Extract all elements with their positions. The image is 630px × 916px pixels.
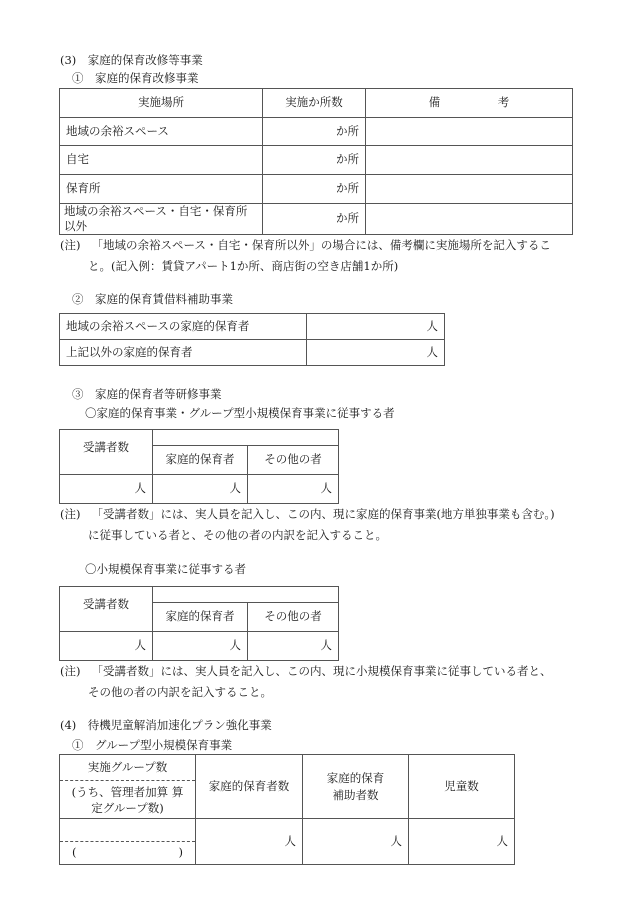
count-field[interactable]: か所: [263, 175, 366, 204]
table-row: [60, 175, 573, 204]
header-caregiver: 家庭的保育者: [153, 603, 248, 632]
remarks-field[interactable]: [366, 204, 573, 235]
group-childcare-table: [59, 754, 515, 865]
row-label: 上記以外の家庭的保育者: [60, 340, 307, 366]
section-3-2-title: ② 家庭的保育賃借料補助事業: [72, 292, 233, 306]
count-field[interactable]: か所: [263, 118, 366, 146]
header-spacer: [153, 587, 339, 603]
place-label: 自宅: [60, 146, 263, 175]
header-groups: [60, 755, 196, 819]
note-training-a: [60, 504, 590, 546]
note-renovation: [60, 235, 580, 277]
row-label: 地域の余裕スペースの家庭的保育者: [60, 314, 307, 340]
note-text: 「受講者数」には、実人員を記入し、この内、現に家庭的保育事業(地方単独事業も含む。): [91, 507, 555, 521]
assistants-field[interactable]: 人: [303, 819, 409, 865]
table-row: [60, 146, 573, 175]
header-assistants: [303, 755, 409, 819]
other-field[interactable]: 人: [248, 475, 339, 504]
note-text: に従事している者と、その他の者の内訳を記入すること。: [88, 528, 387, 542]
training-table-a: [59, 429, 339, 504]
header-caregivers: 家庭的保育者数: [196, 755, 303, 819]
section-4-title: (4) 待機児童解消加速化プラン強化事業: [60, 718, 272, 732]
note-text: その他の者の内訳を記入すること。: [88, 685, 272, 699]
total-field[interactable]: 人: [60, 475, 153, 504]
header-spacer: [153, 430, 339, 446]
paren-open: (: [72, 845, 77, 860]
groups-field[interactable]: [60, 819, 196, 865]
count-field[interactable]: 人: [307, 340, 445, 366]
table-row: [60, 819, 515, 865]
header-groups-sub: (うち、管理者加算 算定グループ数): [60, 780, 195, 818]
caregiver-field[interactable]: 人: [153, 475, 248, 504]
table-row: [60, 118, 573, 146]
header-children: 児童数: [409, 755, 515, 819]
header-assistants-line1: 家庭的保育: [326, 770, 385, 785]
table-row: [60, 314, 445, 340]
training-table-b: [59, 586, 339, 661]
table-header-row: [60, 755, 515, 819]
section-4-1-title: ① グループ型小規模保育事業: [72, 738, 233, 752]
table-row: [60, 204, 573, 235]
table-header-row: [60, 89, 573, 118]
section-3-1-title: ① 家庭的保育改修事業: [72, 71, 199, 85]
group-b-title: 〇小規模保育事業に従事する者: [85, 562, 246, 576]
note-text: と。(記入例：賃貸アパート1か所、商店街の空き店舗1か所): [88, 259, 399, 273]
managed-groups-input[interactable]: [60, 841, 195, 864]
paren-close: ): [178, 845, 183, 860]
header-caregiver: 家庭的保育者: [153, 446, 248, 475]
remarks-field[interactable]: [366, 146, 573, 175]
remarks-field[interactable]: [366, 118, 573, 146]
table-row: [60, 340, 445, 366]
other-field[interactable]: 人: [248, 632, 339, 661]
note-label: (注): [60, 664, 81, 678]
place-label: 保育所: [60, 175, 263, 204]
group-a-title: 〇家庭的保育事業・グループ型小規模保育事業に従事する者: [85, 406, 395, 420]
caregivers-field[interactable]: 人: [196, 819, 303, 865]
header-assistants-line2: 補助者数: [332, 787, 379, 802]
note-label: (注): [60, 507, 81, 521]
section-3-3-title: ③ 家庭的保育者等研修事業: [72, 387, 222, 401]
rent-subsidy-table: [59, 313, 445, 366]
place-label: 地域の余裕スペース・自宅・保育所以外: [60, 204, 263, 235]
header-remarks: 備 考: [366, 89, 573, 118]
note-training-b: [60, 661, 590, 703]
remarks-field[interactable]: [366, 175, 573, 204]
table-row: [60, 632, 339, 661]
header-place: 実施場所: [60, 89, 263, 118]
count-field[interactable]: か所: [263, 204, 366, 235]
note-label: (注): [60, 238, 81, 252]
groups-input[interactable]: [60, 819, 195, 841]
place-label: 地域の余裕スペース: [60, 118, 263, 146]
header-total: 受講者数: [60, 587, 153, 632]
count-field[interactable]: か所: [263, 146, 366, 175]
section-3-title: (3) 家庭的保育改修等事業: [60, 53, 203, 67]
table-row: [60, 475, 339, 504]
count-field[interactable]: 人: [307, 314, 445, 340]
renovation-table: [59, 88, 573, 235]
note-text: 「地域の余裕スペース・自宅・保育所以外」の場合には、備考欄に実施場所を記入するこ: [91, 238, 551, 252]
children-field[interactable]: 人: [409, 819, 515, 865]
header-other: その他の者: [248, 446, 339, 475]
header-total: 受講者数: [60, 430, 153, 475]
header-groups-label: 実施グループ数: [87, 759, 168, 774]
header-count: 実施か所数: [263, 89, 366, 118]
note-text: 「受講者数」には、実人員を記入し、この内、現に小規模保育事業に従事している者と、: [91, 664, 552, 678]
caregiver-field[interactable]: 人: [153, 632, 248, 661]
total-field[interactable]: 人: [60, 632, 153, 661]
header-other: その他の者: [248, 603, 339, 632]
